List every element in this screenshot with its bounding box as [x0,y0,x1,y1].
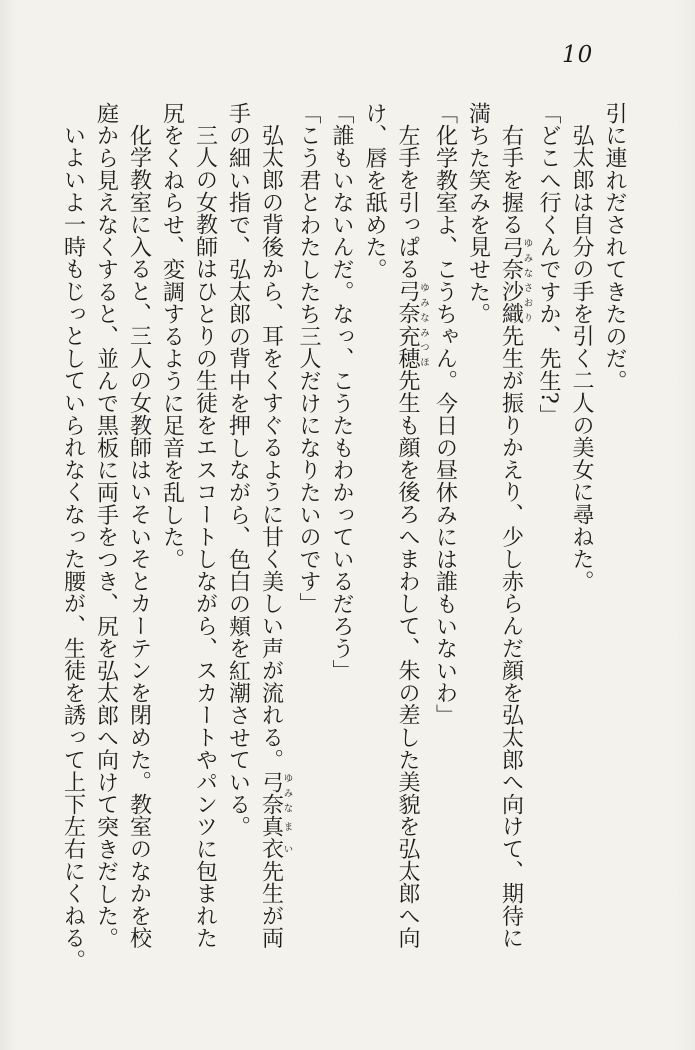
character-name-with-furigana: 弓奈ゆみな [395,280,429,325]
character-name-with-furigana: 弓奈ゆみな [498,235,533,281]
furigana-ruby-text: さおり [521,280,533,325]
text-line: 「どこへ行くんですか、先生?」 [536,102,561,427]
text-line: 「誰もいないんだ。なっ、こうたもわかっているだろう」 [329,102,354,682]
text-line: 「化学教室よ、こうちゃん。今日の昼休みには誰もいないわ」 [432,102,458,727]
furigana-ruby-text: ゆみな [521,235,533,281]
character-name-with-furigana: 弓奈ゆみな [258,770,293,816]
text-line: け、唇を舐めた。 [362,102,387,281]
text-block [57,102,632,974]
text-line: 尻をくねらせ、変調するように足音を乱した。 [159,102,185,571]
text-line: 右手を握る弓奈ゆみな沙織さおり先生が振りかえり、少し赤らんだ顔を弘太郎へ向けて、期待に [498,124,533,950]
text-line: いよいよ一時もじっとしていられなくなった腰が、生徒を誘って上下左右にくねる。 [60,124,86,972]
text-line: 庭から見えなくすると、並んで黒板に両手をつき、尻を弘太郎へ向けて突きだした。 [93,102,119,950]
text-line: 弘太郎は自分の手を引く二人の美女に尋ねた。 [569,124,594,593]
page-number: 10 [562,42,594,68]
text-line: 化学教室に入ると、三人の女教師はいそいそとカーテンを閉めた。教室のなかを校 [126,124,152,950]
character-name-with-furigana: 真衣まい [258,815,293,860]
furigana-ruby-text: みつほ [418,324,429,370]
text-line: 三人の女教師はひとりの生徒をエスコートしながら、スカートやパンツに包まれた [192,124,218,950]
furigana-ruby-text: ゆみな [281,770,293,816]
furigana-ruby-text: ゆみな [418,280,429,325]
text-line: 左手を引っぱる弓奈ゆみな充穂みつほ先生も顔を後ろへまわして、朱の差した美貌を弘太郎へ向 [395,124,429,950]
text-line: 満ちた笑みを見せた。 [465,102,491,325]
furigana-ruby-text: まい [281,815,293,860]
text-line: 引に連れだされてきたのだ。 [602,102,627,392]
text-line: 弘太郎の背後から、耳をくすぐるように甘く美しい声が流れる。弓奈ゆみな真衣まい先生が両 [258,124,293,950]
character-name-with-furigana: 沙織さおり [498,280,533,325]
text-line: 「こう君とわたしたち三人だけになりたいのです」 [296,102,321,615]
text-line: 手の細い指で、弘太郎の背中を押しながら、色白の頬を紅潮させている。 [225,102,251,838]
character-name-with-furigana: 充穂みつほ [395,324,429,370]
